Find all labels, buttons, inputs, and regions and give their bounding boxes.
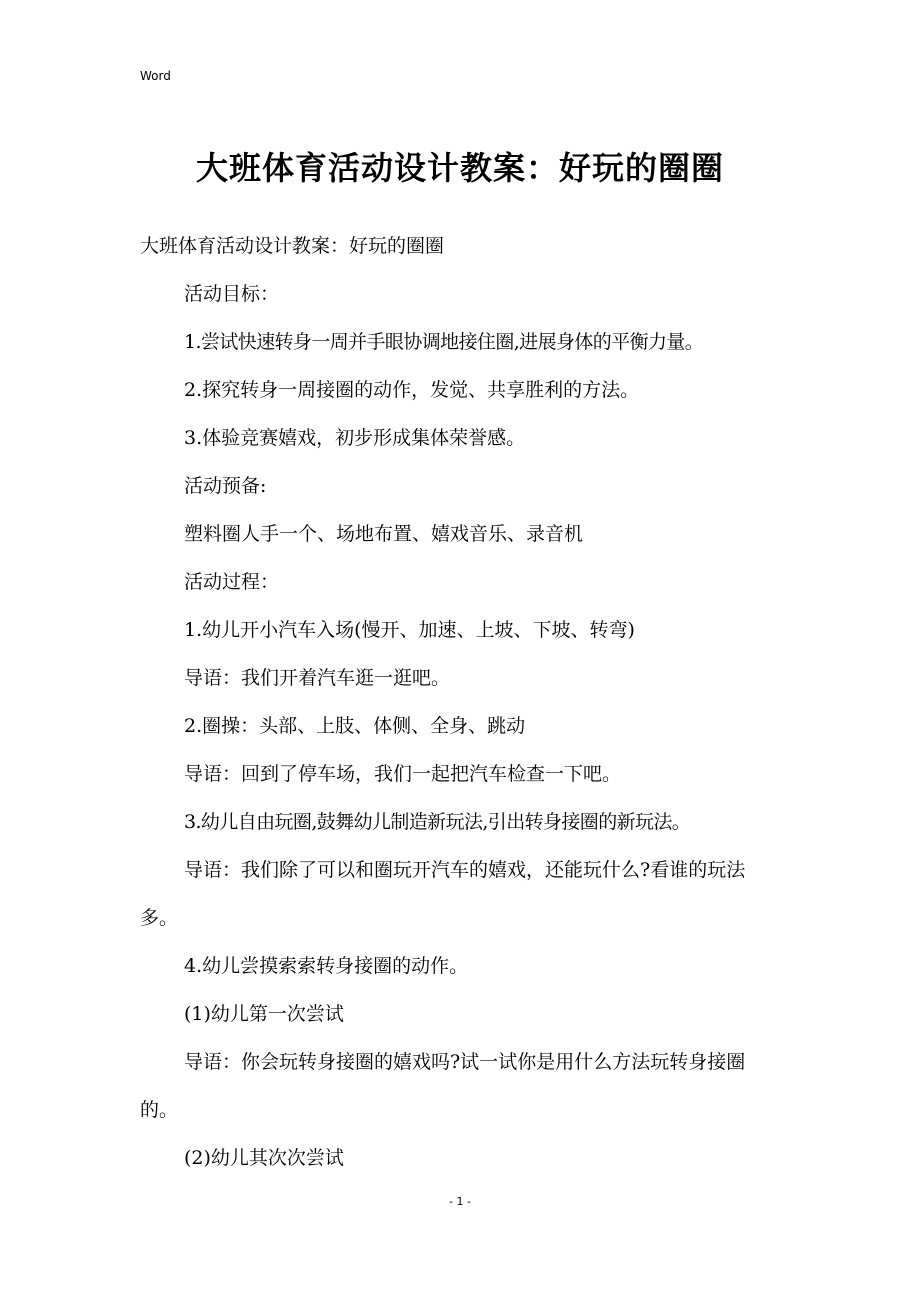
paragraph-step-3-text: 3.幼儿自由玩圈,鼓舞幼儿制造新玩法,引出转身接圈的新玩法。	[184, 811, 691, 833]
paragraph-step-4: 4.幼儿尝摸索索转身接圈的动作。	[184, 955, 469, 977]
paragraph-goal-1	[140, 318, 781, 366]
paragraph-guide-4: 导语：你会玩转身接圈的嬉戏吗?试一试你是用什么方法玩转身接圈的。	[140, 1051, 746, 1121]
header-label: Word	[140, 69, 171, 83]
paragraph-subtitle: 大班体育活动设计教案：好玩的圈圈	[140, 235, 445, 257]
paragraph-goals-heading: 活动目标：	[184, 283, 280, 305]
paragraph-step-1: 1.幼儿开小汽车入场(慢开、加速、上坡、下坡、转弯)	[184, 619, 635, 641]
paragraph-goal-3: 3.体验竞赛嬉戏，初步形成集体荣誉感。	[184, 427, 526, 449]
page-number: - 1 -	[449, 1195, 471, 1208]
paragraph-goal-1-text: 1.尝试快速转身一周并手眼协调地接住圈,进展身体的平衡力量。	[184, 331, 704, 353]
paragraph-guide-3: 导语：我们除了可以和圈玩开汽车的嬉戏，还能玩什么?看谁的玩法多。	[140, 859, 746, 929]
paragraph-preparation-heading: 活动预备:	[184, 475, 267, 497]
paragraph-guide-1: 导语：我们开着汽车逛一逛吧。	[184, 667, 451, 689]
paragraph-process-heading: 活动过程：	[184, 571, 280, 593]
document-title: 大班体育活动设计教案：好玩的圈圈	[195, 149, 724, 187]
paragraph-step-2: 2.圈操：头部、上肢、体侧、全身、跳动	[184, 715, 526, 737]
paragraph-materials: 塑料圈人手一个、场地布置、嬉戏音乐、录音机	[184, 523, 584, 545]
paragraph-attempt-2: (2)幼儿其次次尝试	[184, 1147, 344, 1169]
paragraph-attempt-1: (1)幼儿第一次尝试	[184, 1003, 344, 1025]
paragraph-guide-2: 导语：回到了停车场，我们一起把汽车检查一下吧。	[184, 763, 622, 785]
paragraph-goal-2: 2.探究转身一周接圈的动作，发觉、共享胜利的方法。	[184, 379, 640, 401]
paragraph-step-3	[140, 798, 781, 846]
